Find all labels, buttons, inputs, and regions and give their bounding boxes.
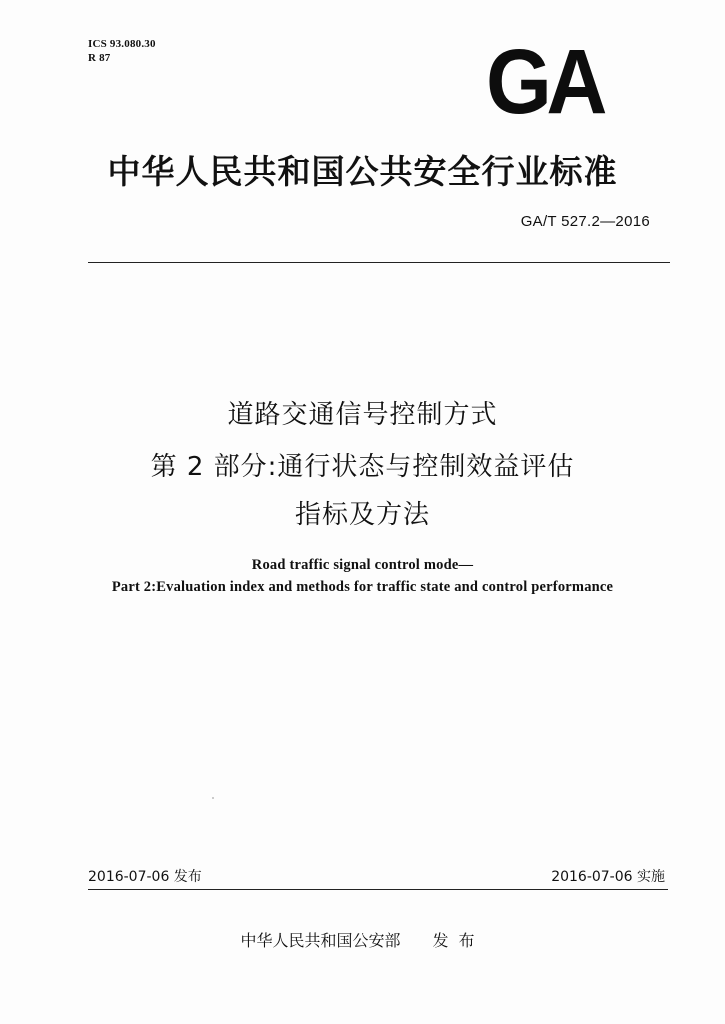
english-title-line-2: Part 2:Evaluation index and methods for traffic state and control performance [111,579,614,595]
standard-category-title: 中华人民共和国公共安全行业标准 [107,152,618,191]
english-title-line-1: Road traffic signal control mode— [251,557,474,573]
chinese-title-line-3: 指标及方法 [294,500,430,530]
top-divider [88,262,670,263]
ics-code: ICS 93.080.30 [88,38,156,50]
ccs-code: R 87 [88,52,111,64]
standard-number: GA/T 527.2—2016 [520,213,650,230]
issue-date: 2016-07-06 发布 [88,869,202,885]
issuer-verb: 发布 [432,931,485,950]
implementation-date: 2016-07-06 实施 [551,869,665,885]
issuer-line [0,928,725,951]
bottom-divider [88,889,668,890]
scan-speck [212,797,214,799]
chinese-title-line-1: 道路交通信号控制方式 [227,400,498,430]
issuer-name: 中华人民共和国公安部 [240,931,401,950]
chinese-title-line-2: 第 2 部分:通行状态与控制效益评估 [150,452,575,482]
ga-logo: GA [486,31,602,133]
